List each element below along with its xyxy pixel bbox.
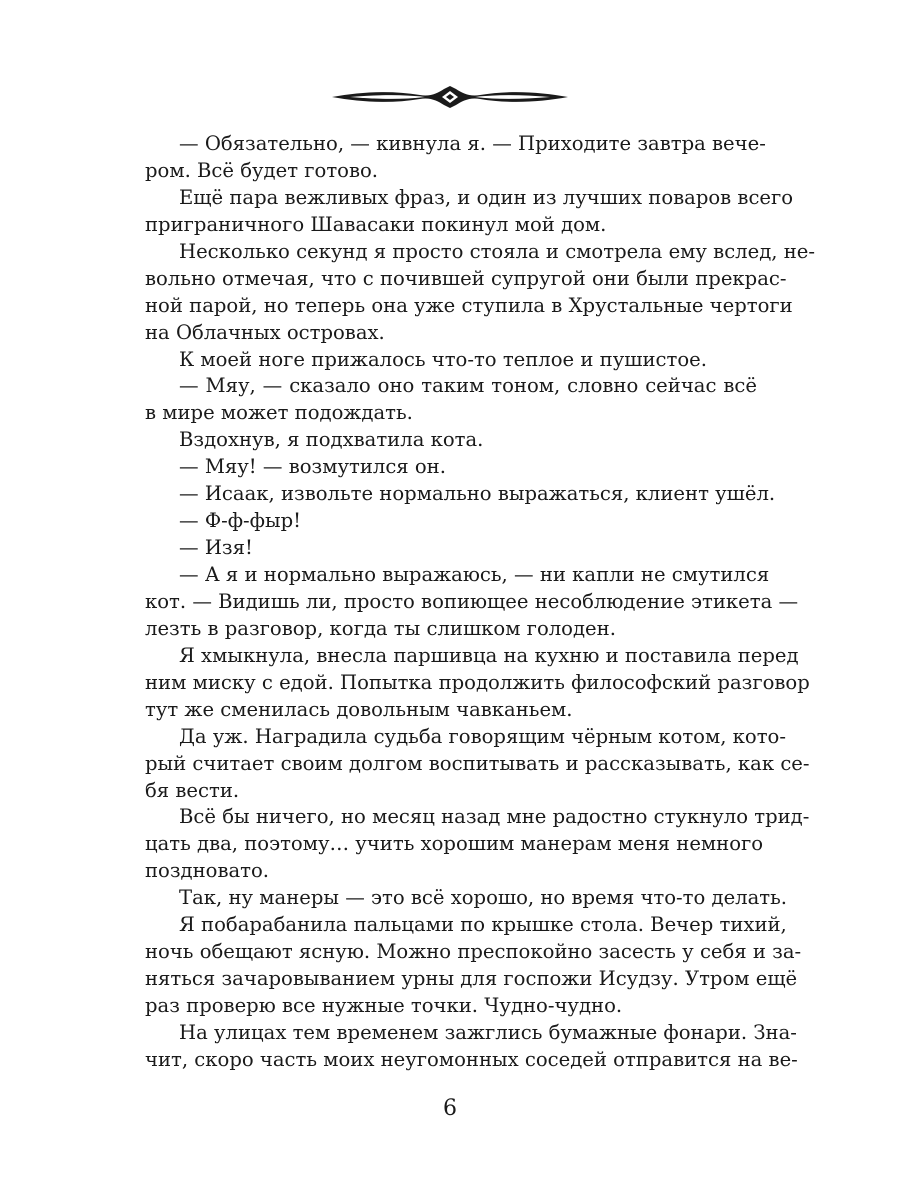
text-line: кот. — Видишь ли, просто вопиющее несоблюдение этикета — — [145, 589, 799, 613]
text-line: приграничного Шавасаки покинул мой дом. — [145, 212, 607, 236]
text-line: рый считает своим долгом воспитывать и рассказывать, как се- — [145, 751, 810, 775]
paragraph — [145, 185, 794, 239]
page-number: 6 — [443, 1096, 457, 1121]
text-line: На улицах тем временем зажглись бумажные фонари. Зна- — [179, 1020, 797, 1044]
text-line: Ещё пара вежливых фраз, и один из лучших поваров всего — [179, 185, 794, 209]
text-line: вольно отмечая, что с почившей супругой они были прекрас- — [145, 266, 787, 290]
paragraph — [145, 427, 757, 454]
text-line: ной парой, но теперь она уже ступила в Хрустальные чертоги — [145, 293, 793, 317]
text-line: — Мяу! — возмутился он. — [179, 455, 446, 479]
paragraph — [145, 373, 757, 427]
text-line: тут же сменилась довольным чавканьем. — [145, 697, 573, 721]
text-line: раз проверю все нужные точки. Чудно-чудно. — [145, 994, 623, 1017]
paragraph — [145, 1020, 798, 1074]
paragraph — [145, 643, 810, 724]
paragraph — [145, 724, 810, 805]
text-line: — Мяу, — сказало оно таким тоном, словно сейчас всё — [179, 374, 757, 398]
text-line: — Исаак, извольте нормально выражаться, клиент ушёл. — [179, 482, 776, 506]
text-line: на Облачных островах. — [145, 320, 385, 344]
text-line: К моей ноге прижалось что-то теплое и пушистое. — [179, 347, 707, 371]
text-line: — Изя! — [179, 536, 253, 560]
text-line: Вздохнув, я подхватила кота. — [179, 428, 484, 452]
ornament-divider-icon — [330, 84, 570, 110]
paragraph — [145, 804, 810, 885]
paragraph — [145, 885, 788, 912]
text-line: лезть в разговор, когда ты слишком голоден. — [145, 616, 616, 640]
paragraph — [145, 912, 802, 1020]
paragraph — [145, 239, 816, 347]
paragraph — [145, 454, 757, 481]
text-line: в мире может подождать. — [145, 401, 413, 425]
text-line: Несколько секунд я просто стояла и смотрела ему вслед, не- — [179, 239, 816, 263]
paragraph — [145, 131, 766, 185]
text-line: ночь обещают ясную. Можно преспокойно засесть у себя и за- — [145, 940, 802, 964]
text-line: Так, ну манеры — это всё хорошо, но время что-то делать. — [179, 886, 788, 910]
body-text — [145, 131, 816, 1074]
text-line: — Ф-ф-фыр! — [179, 509, 302, 533]
text-line: ром. Всё будет готово. — [145, 158, 379, 182]
text-line: — Обязательно, — кивнула я. — Приходите завтра вече- — [179, 132, 766, 155]
paragraph — [145, 535, 757, 562]
text-line: Да уж. Наградила судьба говорящим чёрным котом, кото- — [179, 724, 786, 748]
text-line: бя вести. — [145, 778, 240, 802]
paragraph — [145, 481, 776, 508]
paragraph — [145, 347, 757, 374]
paragraph — [145, 562, 799, 643]
text-line: Я побарабанила пальцами по крышке стола. Вечер тихий, — [179, 913, 787, 937]
text-line: Всё бы ничего, но месяц назад мне радостно стукнуло трид- — [179, 805, 810, 829]
text-line: ним миску с едой. Попытка продолжить философский разговор — [145, 670, 810, 694]
text-line: цать два, поэтому… учить хорошим манерам меня немного — [145, 832, 764, 856]
paragraph — [145, 508, 757, 535]
text-line: поздновато. — [145, 859, 270, 883]
text-line: — А я и нормально выражаюсь, — ни капли не смутился — [179, 563, 770, 586]
text-line: чит, скоро часть моих неугомонных соседей отправится на ве- — [145, 1047, 798, 1071]
text-line: няться зачаровыванием урны для госпожи Исудзу. Утром ещё — [145, 967, 798, 991]
text-line: Я хмыкнула, внесла паршивца на кухню и поставила перед — [179, 643, 799, 667]
